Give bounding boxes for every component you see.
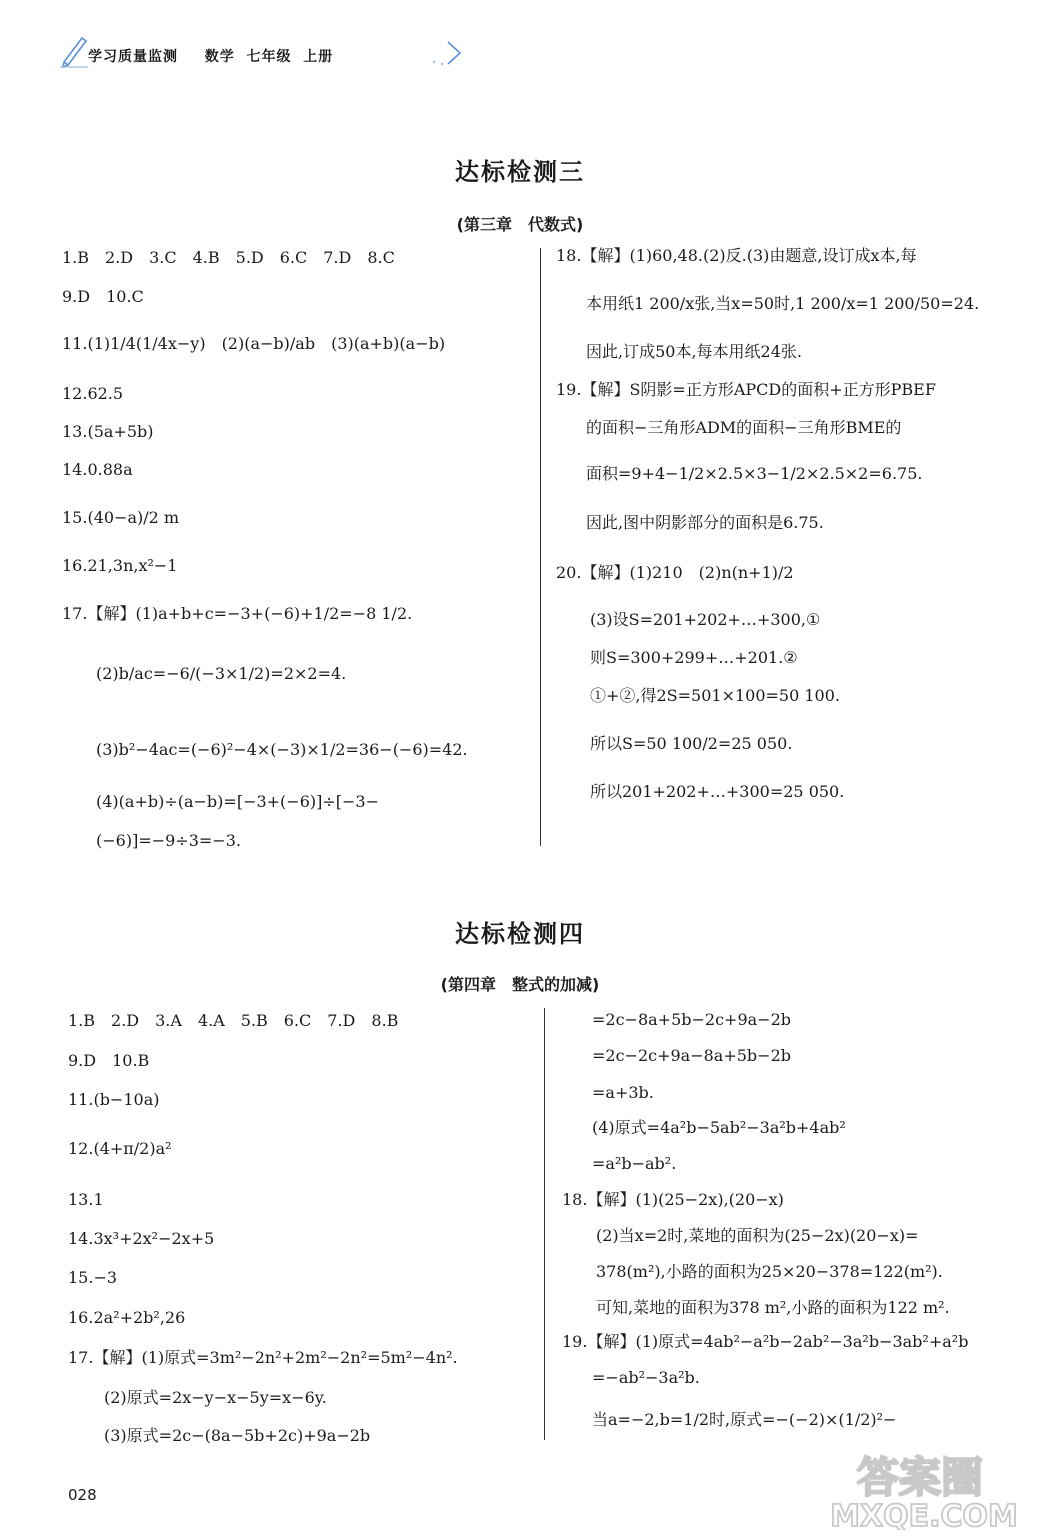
answer-line: 则S=300+299+…+201.②: [590, 648, 798, 667]
answer-line: 16.2a²+2b²,26: [68, 1308, 186, 1327]
answer-line: 面积=9+4−1/2×2.5×3−1/2×2.5×2=6.75.: [586, 464, 923, 483]
answer-line: 15.(40−a)/2 m: [62, 508, 180, 527]
answer-line: =2c−2c+9a−8a+5b−2b: [592, 1046, 791, 1065]
answer-line: 20.【解】(1)210 (2)n(n+1)/2: [556, 563, 794, 582]
answer-line: (4)原式=4a²b−5ab²−3a²b+4ab²: [592, 1118, 846, 1137]
answer-line: =2c−8a+5b−2c+9a−2b: [592, 1010, 791, 1029]
answer-line: (3)b²−4ac=(−6)²−4×(−3)×1/2=36−(−6)=42.: [96, 740, 468, 759]
answer-line: (2)原式=2x−y−x−5y=x−6y.: [104, 1388, 327, 1407]
page-header: [58, 34, 478, 74]
answer-line: (3)原式=2c−(8a−5b+2c)+9a−2b: [104, 1426, 371, 1445]
section-subtitle-3: (第三章 代数式): [456, 215, 584, 234]
chevron-right-icon: [430, 38, 464, 68]
header-subject: 数学: [204, 49, 235, 65]
answer-line: 18.【解】(1)60,48.(2)反.(3)由题意,设订成x本,每: [556, 246, 917, 265]
header-book: 学习质量监测: [88, 49, 178, 65]
answer-line: (3)设S=201+202+…+300,①: [590, 610, 821, 629]
svg-text:MXQE.COM: MXQE.COM: [830, 1499, 1018, 1530]
answer-line: (−6)]=−9÷3=−3.: [96, 831, 241, 850]
answer-line: =−ab²−3a²b.: [592, 1368, 700, 1387]
answer-line: 18.【解】(1)(25−2x),(20−x): [562, 1190, 784, 1209]
pen-icon: [58, 34, 90, 68]
answer-line: 1.B 2.D 3.C 4.B 5.D 6.C 7.D 8.C: [62, 248, 395, 267]
svg-text:答案圈: 答案圈: [856, 1453, 984, 1502]
answer-line: 15.−3: [68, 1268, 118, 1287]
answer-line: 当a=−2,b=1/2时,原式=−(−2)×(1/2)²−: [592, 1410, 897, 1429]
answer-line: (4)(a+b)÷(a−b)=[−3+(−6)]÷[−3−: [96, 792, 380, 811]
answer-line: 11.(1)1/4(1/4x−y) (2)(a−b)/ab (3)(a+b)(a−b): [62, 334, 446, 353]
answer-line: (2)b/ac=−6/(−3×1/2)=2×2=4.: [96, 664, 347, 683]
answer-line: 9.D 10.B: [68, 1051, 150, 1070]
answer-line: 因此,订成50本,每本用纸24张.: [586, 342, 802, 361]
answer-line: 所以201+202+…+300=25 050.: [590, 782, 845, 801]
answer-line: 的面积−三角形ADM的面积−三角形BME的: [586, 418, 902, 437]
section-title-4: 达标检测四: [455, 920, 585, 948]
header-grade: 七年级: [246, 49, 292, 65]
answer-line: 13.(5a+5b): [62, 422, 154, 441]
header-text: [88, 46, 333, 66]
answer-line: 378(m²),小路的面积为25×20−378=122(m²).: [596, 1262, 943, 1281]
answer-line: 1.B 2.D 3.A 4.A 5.B 6.C 7.D 8.B: [68, 1011, 399, 1030]
answer-line: 因此,图中阴影部分的面积是6.75.: [586, 513, 824, 532]
answer-line: 17.【解】(1)原式=3m²−2n²+2m²−2n²=5m²−4n².: [68, 1348, 458, 1367]
page-number: 028: [68, 1486, 97, 1504]
answer-line: 17.【解】(1)a+b+c=−3+(−6)+1/2=−8 1/2.: [62, 604, 413, 623]
answer-line: (2)当x=2时,菜地的面积为(25−2x)(20−x)=: [596, 1226, 919, 1245]
column-divider: [540, 248, 541, 846]
answer-line: =a+3b.: [592, 1083, 654, 1102]
answer-line: 可知,菜地的面积为378 m²,小路的面积为122 m².: [596, 1298, 950, 1317]
answer-line: ①+②,得2S=501×100=50 100.: [590, 686, 841, 705]
answer-line: 9.D 10.C: [62, 287, 144, 306]
watermark-logo: [820, 1448, 1030, 1530]
answer-line: 11.(b−10a): [68, 1090, 160, 1109]
answer-line: 13.1: [68, 1190, 104, 1209]
column-divider: [544, 1008, 545, 1440]
answer-line: 12.(4+π/2)a²: [68, 1139, 172, 1158]
header-volume: 上册: [303, 49, 334, 65]
answer-line: 14.0.88a: [62, 460, 133, 479]
answer-line: 所以S=50 100/2=25 050.: [590, 734, 793, 753]
answer-line: 14.3x³+2x²−2x+5: [68, 1229, 215, 1248]
section-subtitle-4: (第四章 整式的加减): [440, 975, 600, 994]
answer-line: 16.21,3n,x²−1: [62, 556, 178, 575]
answer-line: 19.【解】(1)原式=4ab²−a²b−2ab²−3a²b−3ab²+a²b: [562, 1332, 969, 1351]
section-title-3: 达标检测三: [455, 158, 585, 186]
answer-line: 12.62.5: [62, 384, 124, 403]
answer-line: 19.【解】S阴影=正方形APCD的面积+正方形PBEF: [556, 380, 936, 399]
answer-line: 本用纸1 200/x张,当x=50时,1 200/x=1 200/50=24.: [586, 294, 980, 313]
answer-line: =a²b−ab².: [592, 1154, 677, 1173]
